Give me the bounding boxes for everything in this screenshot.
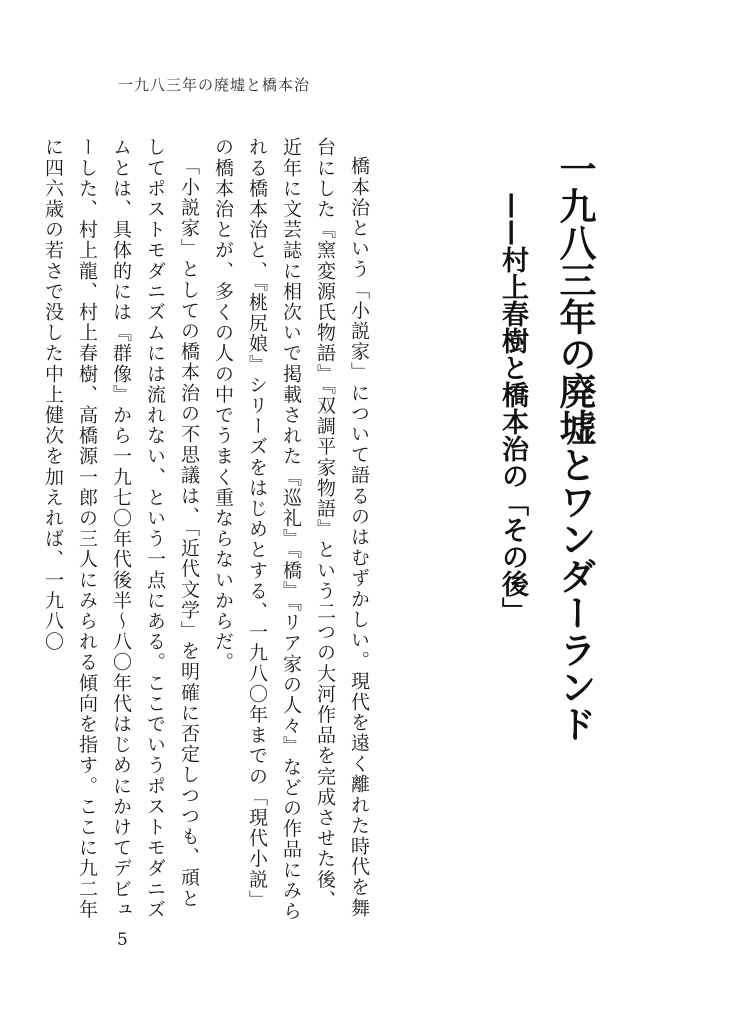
- paragraph-2: 「小説家」としての橋本治の不思議は、「近代文学」を明確に否定しつつも、頑としてポストモダニズムには流れない、という一点にある。ここでいうポストモダニズムとは、具体的には『群像』から一九七〇年代後半～八〇年代はじめにかけてデビューした、村上龍、村上春樹、高橋源一郎の三人にみられる傾向を指す。ここに九二年に四六歳の若さで没した中上健次を加えれば、一九八〇: [42, 137, 200, 920]
- chapter-subtitle: ——村上春樹と橋本治の「その後」: [497, 192, 528, 624]
- running-head: 一九八三年の廃墟と橋本治: [118, 76, 311, 94]
- body-text: [42, 137, 376, 927]
- page-number: 5: [117, 930, 128, 950]
- paragraph-1: 橋本治という「小説家」について語るのはむずかしい。現代を遠く離れた時代を舞台にした『窯変源氏物語』『双調平家物語』という二つの大河作品を完成させた後、近年に文芸誌に相次いで掲載された『巡礼』『橋』『リア家の人々』などの作品にみられる橋本治と、『桃尻娘』シリーズをはじめとする、一九八〇年までの「現代小説」の橋本治とが、多くの人の中でうまく重ならないからだ。: [212, 137, 370, 922]
- chapter-title: 一九八三年の廃墟とワンダーランド: [553, 150, 596, 742]
